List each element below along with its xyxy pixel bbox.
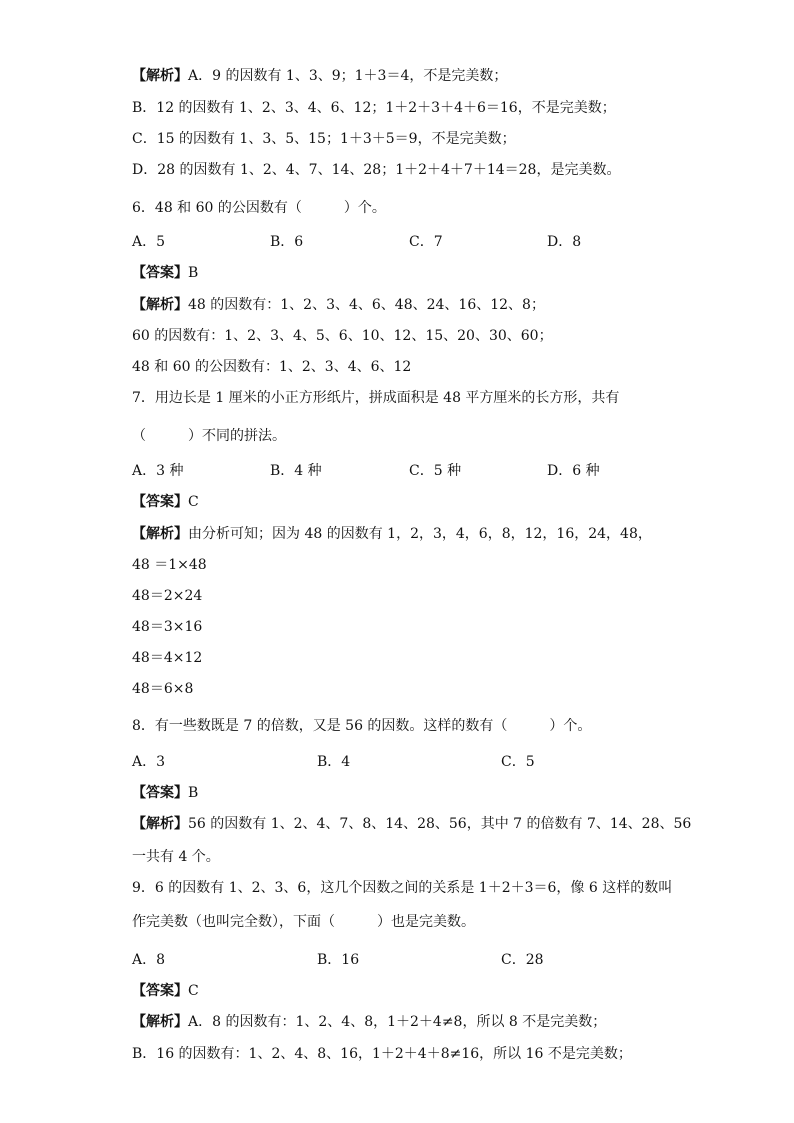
answer-tag: 【答案】 [132,494,188,510]
answer-tag: 【答案】 [132,983,188,999]
option-b: B．4 种 [270,463,322,479]
text-line [132,160,620,180]
answer-line [132,263,198,283]
answer-line [132,981,199,1001]
line-text: 48 ＝1×48 [132,557,207,573]
question-text: 9．6 的因数有 1、2、3、6，这几个因数之间的关系是 1＋2＋3＝6，像 6 这样的数叫 [132,880,673,896]
line-text: 由分析可知；因为 48 的因数有 1，2，3，4，6，8，12，16，24，48， [188,526,652,542]
question-text: （ ）不同的拼法。 [132,428,286,444]
line-text: 48 的因数有：1、2、3、4、6、48、24、16、12、8； [188,297,545,313]
text-line [132,847,220,867]
option-c: C．5 种 [409,463,462,479]
option-b: B．6 [270,234,304,250]
question-text: 7．用边长是 1 厘米的小正方形纸片，拼成面积是 48 平方厘米的长方形，共有 [132,390,620,406]
line-text: A．8 的因数有：1、2、4、8，1＋2＋4≠8，所以 8 不是完美数； [188,1014,607,1030]
text-line [132,129,516,149]
answer-value: B [188,265,199,281]
question-6 [132,198,386,218]
question-text: 6．48 和 60 的公因数有（ ）个。 [132,200,386,216]
option-b: B．4 [317,754,351,770]
analysis-tag: 【解析】 [132,526,188,542]
analysis-tag: 【解析】 [132,1014,188,1030]
text-line [132,586,202,606]
text-line [132,617,202,637]
option-a: A．5 [132,234,166,250]
question-9 [132,878,672,898]
answer-value: C [188,983,199,999]
line-text: 60 的因数有：1、2、3、4、5、6、10、12、15、20、30、60； [132,328,553,344]
line-text: 48＝3×16 [132,619,203,635]
question-7 [132,388,619,408]
option-c: C．5 [501,754,535,770]
text-line [132,66,507,86]
line-text: B．16 的因数有：1、2、4、8、16，1＋2＋4＋8≠16，所以 16 不是完美数； [132,1046,632,1062]
text-line [132,295,545,315]
line-text: 一共有 4 个。 [132,849,220,865]
question-text: 8．有一些数既是 7 的倍数，又是 56 的因数。这样的数有（ ）个。 [132,718,592,734]
answer-value: B [188,785,199,801]
text-line [132,357,411,377]
option-c: C．7 [409,234,443,250]
question-9-cont [132,912,475,932]
option-d: D．8 [547,234,582,250]
text-line [132,98,616,118]
line-text: 48＝4×12 [132,650,203,666]
answer-tag: 【答案】 [132,785,188,801]
text-line [132,648,202,668]
line-text: B．12 的因数有 1、2、3、4、6、12；1＋2＋3＋4＋6＝16，不是完美数； [132,100,616,116]
analysis-tag: 【解析】 [132,816,188,832]
option-a: A．8 [132,952,166,968]
text-line [132,326,553,346]
line-text: A．9 的因数有 1、3、9；1＋3＝4，不是完美数； [188,68,508,84]
line-text: 48 和 60 的公因数有：1、2、3、4、6、12 [132,359,412,375]
question-8 [132,716,591,736]
line-text: C．15 的因数有 1、3、5、15；1＋3＋5＝9，不是完美数； [132,131,516,147]
text-line [132,1044,632,1064]
text-line [132,555,207,575]
option-a: A．3 种 [132,463,184,479]
text-line [132,814,691,834]
answer-line [132,783,198,803]
answer-tag: 【答案】 [132,265,188,281]
line-text: 48＝6×8 [132,681,194,697]
analysis-tag: 【解析】 [132,68,188,84]
option-c: C．28 [501,952,544,968]
analysis-tag: 【解析】 [132,297,188,313]
text-line [132,1012,606,1032]
question-7-cont [132,426,286,446]
text-line [132,679,193,699]
option-a: A．3 [132,754,166,770]
answer-line [132,492,199,512]
line-text: 48＝2×24 [132,588,203,604]
question-text: 作完美数（也叫完全数），下面（ ）也是完美数。 [132,914,475,930]
option-d: D．6 种 [547,463,600,479]
answer-value: C [188,494,199,510]
text-line [132,524,652,544]
line-text: 56 的因数有 1、2、4、7、8、14、28、56，其中 7 的倍数有 7、14、28、56 [188,816,692,832]
line-text: D．28 的因数有 1、2、4、7、14、28；1＋2＋4＋7＋14＝28，是完美数。 [132,162,621,178]
option-b: B．16 [317,952,360,968]
